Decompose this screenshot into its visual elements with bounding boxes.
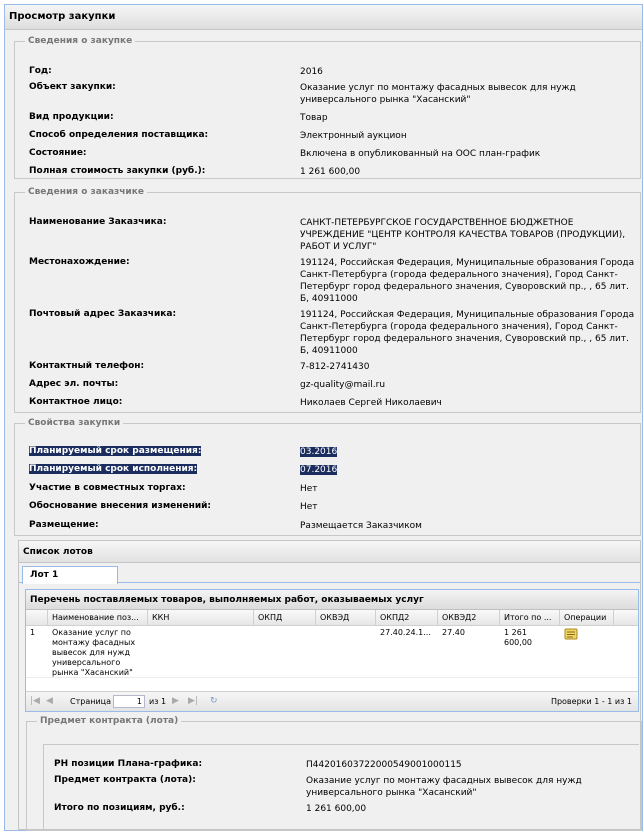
field-label: Обоснование внесения изменений: xyxy=(29,501,212,511)
field-value xyxy=(300,446,636,458)
field-value: Товар xyxy=(300,113,328,123)
items-grid xyxy=(25,589,639,712)
col-header-name[interactable]: Наименование поз... xyxy=(48,610,148,626)
document-icon[interactable] xyxy=(564,628,578,640)
prev-page-icon[interactable]: ◀ xyxy=(46,696,53,706)
purchase-info-section xyxy=(14,36,641,179)
field-value: САНКТ-ПЕТЕРБУРГСКОЕ ГОСУДАРСТВЕННОЕ БЮДЖЕТНОЕ УЧРЕЖДЕНИЕ "ЦЕНТР КОНТРОЛЯ КАЧЕСТВА ТОВАРОВ (ПРОДУКЦИИ), РАБОТ И УСЛУГ" xyxy=(300,218,626,252)
field-label: Контактное лицо: xyxy=(29,397,123,407)
cell-operations xyxy=(560,628,614,643)
page-label: Страница xyxy=(70,697,112,706)
field-value: gz-quality@mail.ru xyxy=(300,380,386,390)
field-value: 191124, Российская Федерация, Муниципальные образования Города Санкт-Петербурга (города федерального значения), Город Санкт-Петербург город федерального значения, Суворовский пр., , 65 лит. Б, 40911000 xyxy=(300,258,635,304)
field-label: Участие в совместных торгах: xyxy=(29,483,186,493)
field-value: Включена в опубликованный на ООС план-график xyxy=(300,149,541,159)
field-value-text: 07.2016 xyxy=(300,465,338,475)
col-header-okved[interactable]: ОКВЭД xyxy=(316,610,376,626)
lots-tabstrip xyxy=(19,563,640,583)
window-title: Просмотр закупки xyxy=(5,5,642,30)
field-label: РН позиции Плана-графика: xyxy=(54,759,203,769)
field-label: Планируемый срок исполнения: xyxy=(29,464,198,474)
first-page-icon[interactable]: |◀ xyxy=(30,696,40,706)
field-value: 1 261 600,00 xyxy=(300,167,361,177)
cell-num: 1 xyxy=(30,628,36,637)
col-header-operations[interactable]: Операции xyxy=(560,610,614,626)
field-label: Состояние: xyxy=(29,148,87,158)
field-value: Размещается Заказчиком xyxy=(300,521,422,531)
field-label: Планируемый срок размещения: xyxy=(29,446,202,456)
field-label: Предмет контракта (лота): xyxy=(54,775,196,785)
field-label: Итого по позициям, руб.: xyxy=(54,803,185,813)
field-label: Местонахождение: xyxy=(29,257,130,267)
field-value: Нет xyxy=(300,502,318,512)
page-of-label: из 1 xyxy=(149,697,167,706)
next-page-icon[interactable]: ▶ xyxy=(172,696,179,706)
refresh-icon[interactable]: ↻ xyxy=(210,696,218,706)
col-header-total[interactable]: Итого по ... xyxy=(500,610,560,626)
page-number-input[interactable] xyxy=(113,695,145,708)
field-value: 191124, Российская Федерация, Муниципальные образования Города Санкт-Петербурга (города федерального значения), Город Санкт-Петербург город федерального значения, Суворовский пр., , 65 лит. Б, 40911000 xyxy=(300,310,635,356)
col-header-kkn[interactable]: ККН xyxy=(148,610,254,626)
field-label: Контактный телефон: xyxy=(29,361,145,371)
items-grid-title: Перечень поставляемых товаров, выполняемых работ, оказываемых услуг xyxy=(26,590,638,610)
contract-subject-section xyxy=(26,716,642,831)
col-header-okved2[interactable]: ОКВЭД2 xyxy=(438,610,500,626)
last-page-icon[interactable]: ▶| xyxy=(188,696,198,706)
customer-info-legend: Сведения о заказчике xyxy=(28,187,144,197)
pager-summary: Проверки 1 - 1 из 1 xyxy=(550,697,632,706)
lots-panel xyxy=(18,540,641,830)
field-label: Почтовый адрес Заказчика: xyxy=(29,309,177,319)
field-value: Оказание услуг по монтажу фасадных вывесок для нужд универсального рынка "Хасанский" xyxy=(300,83,576,105)
field-value: 1 261 600,00 xyxy=(306,804,367,814)
properties-section xyxy=(14,418,641,536)
field-value: Николаев Сергей Николаевич xyxy=(300,398,442,408)
col-header-okpd[interactable]: ОКПД xyxy=(254,610,316,626)
field-value xyxy=(300,464,636,476)
field-value: Нет xyxy=(300,484,318,494)
lots-panel-title: Список лотов xyxy=(19,541,640,563)
field-value-text: 03.2016 xyxy=(300,447,338,457)
field-value: 7-812-2741430 xyxy=(300,362,370,372)
field-label: Наименование Заказчика: xyxy=(29,217,167,227)
tab-lot-1[interactable]: Лот 1 xyxy=(22,566,118,584)
field-label: Вид продукции: xyxy=(29,112,114,122)
field-label: Способ определения поставщика: xyxy=(29,130,209,140)
field-label: Год: xyxy=(29,66,52,76)
customer-info-section xyxy=(14,187,641,413)
contract-subject-legend: Предмет контракта (лота) xyxy=(40,716,179,726)
field-value: Оказание услуг по монтажу фасадных вывесок для нужд универсального рынка "Хасанский" xyxy=(306,776,582,798)
col-header-okpd2[interactable]: ОКПД2 xyxy=(376,610,438,626)
table-row[interactable] xyxy=(26,626,638,678)
cell-total: 1 261 600,00 xyxy=(504,628,532,647)
field-value: 2016 xyxy=(300,67,323,77)
field-label: Полная стоимость закупки (руб.): xyxy=(29,166,206,176)
cell-okpd2: 27.40.24.1... xyxy=(380,628,431,637)
properties-legend: Свойства закупки xyxy=(28,418,121,428)
purchase-info-legend: Сведения о закупке xyxy=(28,36,133,46)
cell-name: Оказание услуг по монтажу фасадных вывесок для нужд универсального рынка "Хасанский" xyxy=(52,628,136,677)
cell-okved2: 27.40 xyxy=(442,628,465,637)
field-value: Электронный аукцион xyxy=(300,131,407,141)
contract-details xyxy=(43,744,639,831)
field-label: Объект закупки: xyxy=(29,82,116,92)
field-value: П44201603722000549001000115 xyxy=(306,760,462,770)
field-label: Адрес эл. почты: xyxy=(29,379,119,389)
field-label: Размещение: xyxy=(29,520,99,530)
grid-pager xyxy=(26,691,638,711)
grid-header xyxy=(26,610,638,626)
col-header-num xyxy=(26,610,48,626)
